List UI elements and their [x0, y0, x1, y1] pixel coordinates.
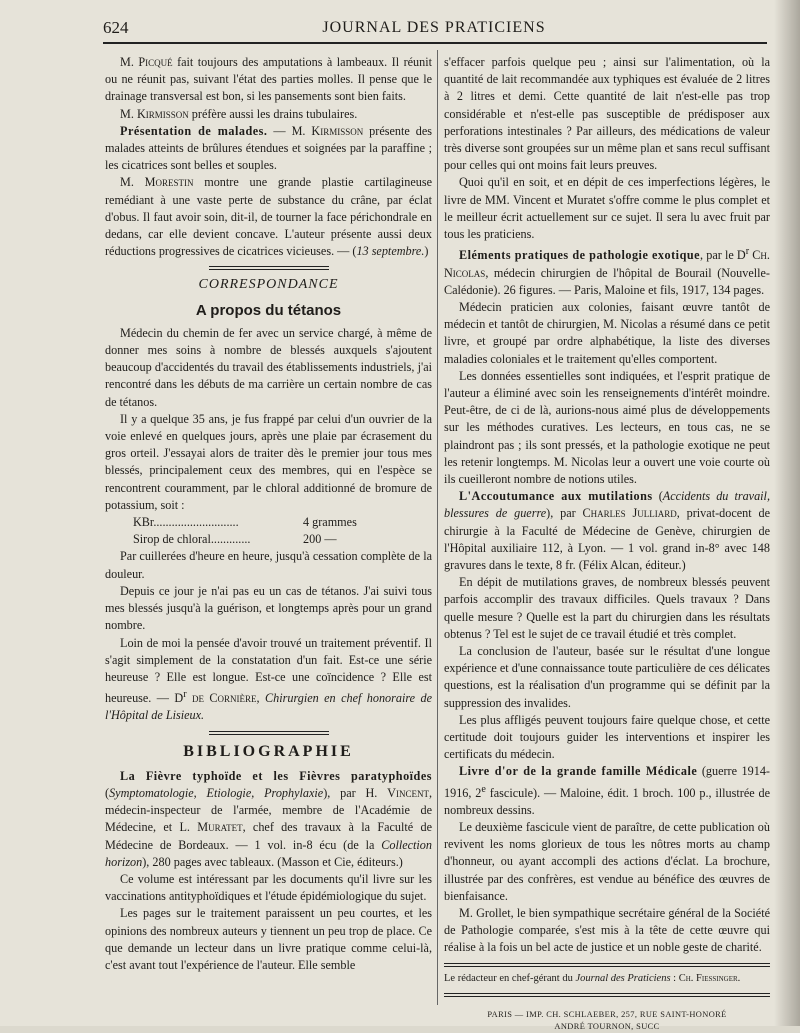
right-column — [444, 54, 770, 1033]
review-paragraph: Médecin praticien aux colonies, faisant œuvre tantôt de médecin et tantôt de chirurgien, M. Nicolas a résumé dans ce petit livre, et groupé par ordre alphabétique, la liste des diverses maladies coloniales et le traitement qu'elles comportent. — [444, 299, 770, 366]
review-paragraph: Le deuxième fascicule vient de paraître, de cette publication où revivent les noms glorieux de tous les nôtres morts au champ d'honneur, ou ayant accompli des actions d'éclat. La brochure, illustrée par des confrères, est vendue au bénéfice des œuvres de bienfaisance. — [444, 820, 770, 903]
paragraph-kirmisson-drains: M. Kirmisson préfère aussi les drains tubulaires. — [120, 106, 358, 121]
footer-rule — [444, 963, 770, 967]
tetanos-paragraph-5: Loin de moi la pensée d'avoir trouvé un traitement préventif. Il s'agit simplement de la constatation d'un fait. Est-ce une série heureuse ? Elle est longue. Est-ce une coïncidence ? Elle est heureuse. — $D^r$ de Cornière, Chirurgien en chef honoraire de l'Hôpital de Lisieux. — [105, 635, 432, 723]
review-paragraph: s'effacer parfois quelque peu ; ainsi sur l'alimentation, où la quantité de lait recommandée aux typhiques est évaluée de 2 litres à 2 litres et demi. Cette quantité de lait n'est-elle pas trop considérable et n'est-elle pas susceptible de prédisposer aux perforations intestinales ? Par ailleurs, des médications de valeur très diverse sont groupées sur un même plan et sans recul suffisant pour celles qui ont moins fait leurs preuves. — [444, 55, 770, 173]
review-paragraph: Les pages sur le traitement paraissent un peu courtes, et les opinions des nombreux auteurs y tiennent un peu trop de place. Ce que demande un lecteur dans un livre pratique comme celui-là, c'est avant tout l'expérience de l'auteur. Elle semble — [105, 906, 432, 973]
review-paragraph: Quoi qu'il en soit, et en dépit de ces imperfections légères, le livre de MM. Vincent et Muratet s'offre comme le plus complet et le meilleur écrit actuellement sur ce sujet. Il sera lu avec fruit par tous les praticiens. — [444, 175, 770, 242]
review-pathologie-exotique: Eléments pratiques de pathologie exotique, par le $D^r$ Ch. Nicolas, médecin chirurgien de l'hôpital de Bourail (Nouvelle-Calédonie). 26 figures. — Paris, Maloine et fils, 1917, 134 pages. — [444, 246, 770, 297]
section-rule — [209, 266, 329, 270]
review-paragraph: En dépit de mutilations graves, de nombreux blessés peuvent parfois accomplir des travaux difficiles. Quels travaux ? Dans quelle mesure ? Quelle est la part du chirurgien dans les résultats obtenus ? Tel est le sujet de ce travail étudié et très complet. — [444, 575, 770, 641]
paragraph-presentation-malades: Présentation de malades. — M. Kirmisson présente des malades atteints de brûlures étendues et soignées par la paraffine ; les cicatrices sont belles et souples. — [105, 123, 432, 173]
review-paragraph: M. Grollet, le bien sympathique secrétaire général de la Société de Pathologie comparée, s'est mis à la tête de cette œuvre qui réalise à la fois un bel acte de justice et un noble geste de charité. — [444, 906, 770, 955]
review-paragraph: Ce volume est intéressant par les documents qu'il livre sur les vaccinations antityphoïdiques et l'étude épidémiologique du sujet. — [105, 872, 432, 904]
review-paragraph: Les plus affligés peuvent toujours faire quelque chose, et cette certitude doit toujours guider les interventions et inspirer les certificats du médecin. — [444, 712, 770, 762]
header-rule — [103, 42, 767, 44]
tetanos-paragraph-4: Depuis ce jour je n'ai pas eu un cas de tétanos. J'ai suivi tous mes blessés jusqu'à la guérison, et longtemps après pour un grand nombre. — [105, 583, 432, 633]
article-title-tetanos: A propos du tétanos — [195, 301, 342, 319]
paragraph-morestin: M. Morestin montre une grande plastie cartilagineuse remédiant à une vaste perte de substance du crâne, par éclat d'obus. Il faut avoir soin, dit-il, de tourner la face périchondrale en dedans, car elle devient concave. L'auteur présente aussi deux réductions progressives de cicatrices vicieuses. — (13 septembre.) — [105, 175, 432, 259]
prescription-row: KBr............................ 4 grammes — [133, 515, 357, 530]
running-header — [103, 18, 765, 42]
tetanos-paragraph-2: Il y a quelque 35 ans, je fus frappé par celui d'un ouvrier de la voie enlevé en quelques jours, après une plaie par écrasement du gros orteil. J'essayai alors de traiter dès le premier jour tous mes blessés, principalement ceux des membres, qui en l'espèce se rencontrent couramment, par le chloral additionné de bromure de potassium, soit : — [105, 411, 432, 512]
review-livre-or: Livre d'or de la grande famille Médicale (guerre 1914-1916, 2e fascicule). — Maloine, édit. 1 broch. 100 p., illustrée de nombreux dessins. — [444, 764, 771, 817]
section-title-bibliographie: BIBLIOGRAPHIE — [183, 742, 354, 760]
review-paragraph: La conclusion de l'auteur, basée sur le résultat d'une longue expérience et d'une connaissance toute particulière de ces délicates questions, est la réalisation d'un programme qui se définit par la suppression des invalides. — [444, 643, 770, 710]
page-number: 624 — [103, 18, 129, 37]
editor-credit: Le rédacteur en chef-gérant du Journal des Praticiens : Ch. Fiessinger. — [444, 972, 741, 984]
paragraph-picque: M. Picqué fait toujours des amputations à lambeaux. Il réunit ou ne réunit pas, suivant l'état des parties molles. Il pense que le drainage transversal est bon, si les pansements sont bien faits. — [105, 55, 432, 104]
review-fievre-typhoide: La Fièvre typhoïde et les Fièvres paratyphoïdes (Symptomatologie, Etiologie, Prophylaxie), par H. Vincent, médecin-inspecteur de l'armée, membre de l'Académie de Médecine, et L. Muratet, chef des travaux à la Faculté de Médecine de Bordeaux. — 1 vol. in-8 écu (de la Collection horizon), 280 pages avec tableaux. (Masson et Cie, éditeurs.) — [105, 768, 432, 869]
review-paragraph: Les données essentielles sont indiquées, et l'esprit pratique de l'auteur a éliminé avec soin les renseignements d'intérêt moindre. Peut-être, de ci de là, aurions-nous aimé plus de développements sur les méthodes curatives. Les lecteurs, en tous cas, ne se plaindront pas ; ils sont pressés, et la pathologie exotique ne peut les retenir longtemps. M. Nicolas leur a ouvert une voie courte où ils cueilleront nombre de notions utiles. — [444, 368, 770, 486]
page-edge-shadow — [774, 0, 800, 1026]
footer-rule — [444, 993, 770, 997]
tetanos-paragraph-1: Médecin du chemin de fer avec un service chargé, à même de donner mes soins à nombre de blessés auxquels s'ajoutent beaucoup d'accidentés du travail des établissements industriels, j'ai rencontré dans les débuts de ma carrière un certain nombre de cas de tétanos. — [105, 325, 432, 409]
review-accoutumance: L'Accoutumance aux mutilations (Accidents du travail, blessures de guerre), par Charles Julliard, privat-docent de chirurgie à la Faculté de Médecine de Genève, chirurgien de l'Hôpital auxiliaire 112, à Lyon. — 1 vol. grand in-8° avec 148 gravures dans le texte, 8 fr. (Félix Alcan, éditeur.) — [444, 489, 770, 572]
section-title-correspondance: CORRESPONDANCE — [198, 277, 339, 293]
prescription-row: Sirop de chloral............. 200 — — [133, 532, 337, 547]
left-column — [105, 54, 432, 974]
printer-imprint: PARIS — IMP. CH. SCHLAEBER, 257, RUE SAINT-HONORÉ ANDRÉ TOURNON, SUCC — [487, 1009, 727, 1031]
journal-title: JOURNAL DES PRATICIENS — [322, 19, 546, 36]
column-divider — [437, 50, 438, 1005]
tetanos-paragraph-3: Par cuillerées d'heure en heure, jusqu'à cessation complète de la douleur. — [105, 549, 432, 581]
section-rule — [209, 731, 329, 735]
